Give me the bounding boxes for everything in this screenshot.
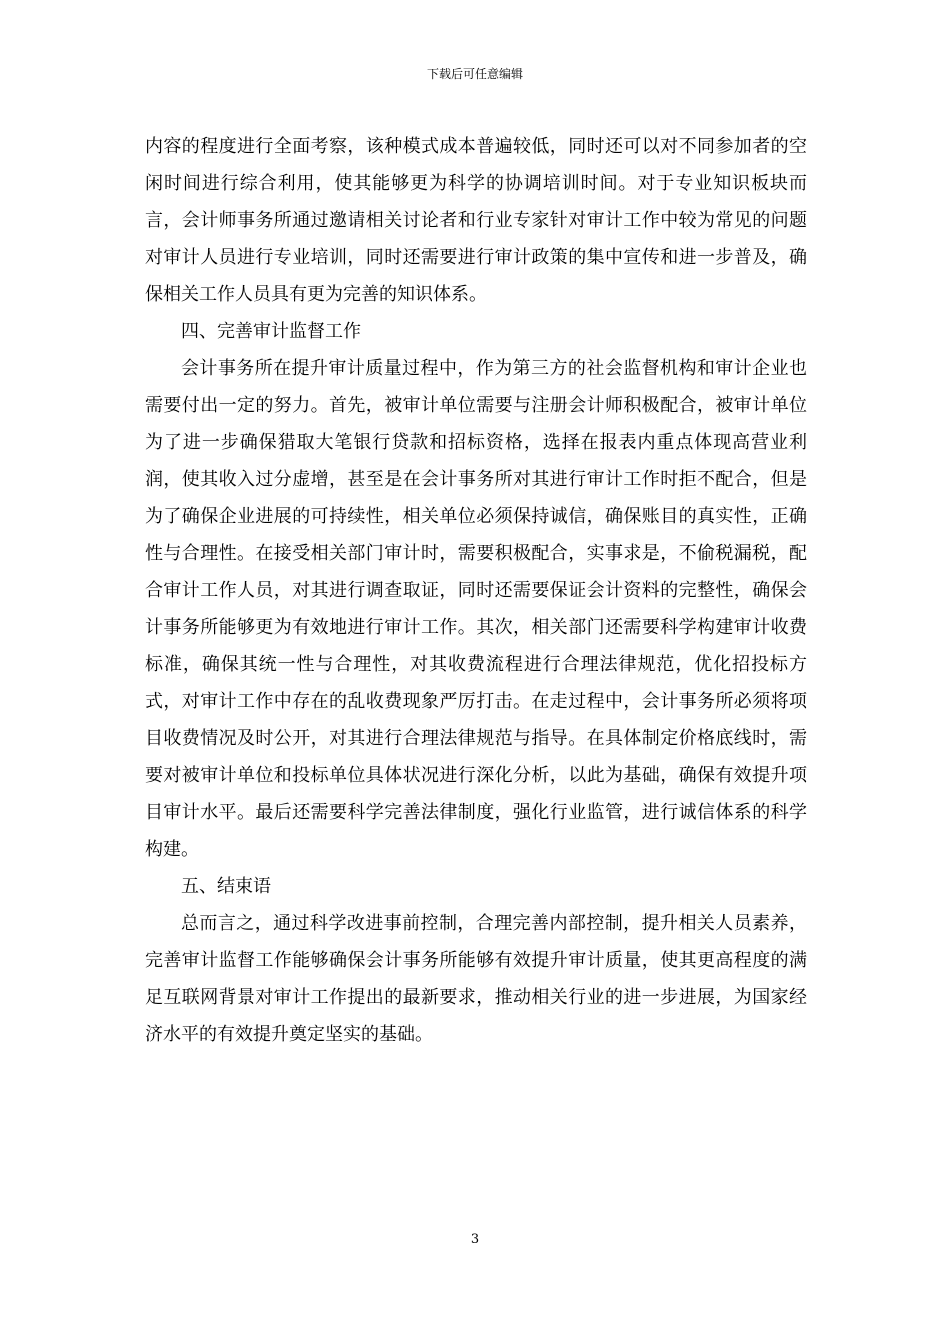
paragraph-conclusion: 总而言之，通过科学改进事前控制，合理完善内部控制，提升相关人员素养，完善审计监督工作能够确保会计事务所能够有效提升审计质量，使其更高程度的满足互联网背景对审计工作提出的最新要求，推动相关行业的进一步进展，为国家经济水平的有效提升奠定坚实的基础。 [145, 913, 807, 1045]
section-heading-5: 五、结束语 [181, 876, 271, 897]
page-header: 下载后可任意编辑 [426, 67, 523, 81]
paragraph-continued: 内容的程度进行全面考察，该种模式成本普遍较低，同时还可以对不同参加者的空闲时间进行综合利用，使其能够更为科学的协调培训时间。对于专业知识板块而言，会计师事务所通过邀请相关讨论者和行业专家针对审计工作中较为常见的问题对审计人员进行专业培训，同时还需要进行审计政策的集中宣传和进一步普及，确保相关工作人员具有更为完善的知识体系。 [145, 136, 807, 305]
document-body [145, 128, 807, 1053]
page-number: 3 [470, 1232, 480, 1247]
paragraph-audit-supervision: 会计事务所在提升审计质量过程中，作为第三方的社会监督机构和审计企业也需要付出一定的努力。首先，被审计单位需要与注册会计师积极配合，被审计单位为了进一步确保猎取大笔银行贷款和招标资格，选择在报表内重点体现高营业利润，使其收入过分虚增，甚至是在会计事务所对其进行审计工作时拒不配合，但是为了确保企业进展的可持续性，相关单位必须保持诚信，确保账目的真实性，正确性与合理性。在接受相关部门审计时，需要积极配合，实事求是，不偷税漏税，配合审计工作人员，对其进行调查取证，同时还需要保证会计资料的完整性，确保会计事务所能够更为有效地进行审计工作。其次，相关部门还需要科学构建审计收费标准，确保其统一性与合理性，对其收费流程进行合理法律规范，优化招投标方式，对审计工作中存在的乱收费现象严厉打击。在走过程中，会计事务所必须将项目收费情况及时公开，对其进行合理法律规范与指导。在具体制定价格底线时，需要对被审计单位和投标单位具体状况进行深化分析，以此为基础，确保有效提升项目审计水平。最后还需要科学完善法律制度，强化行业监管，进行诚信体系的科学构建。 [145, 358, 807, 860]
section-heading-4: 四、完善审计监督工作 [181, 321, 361, 342]
